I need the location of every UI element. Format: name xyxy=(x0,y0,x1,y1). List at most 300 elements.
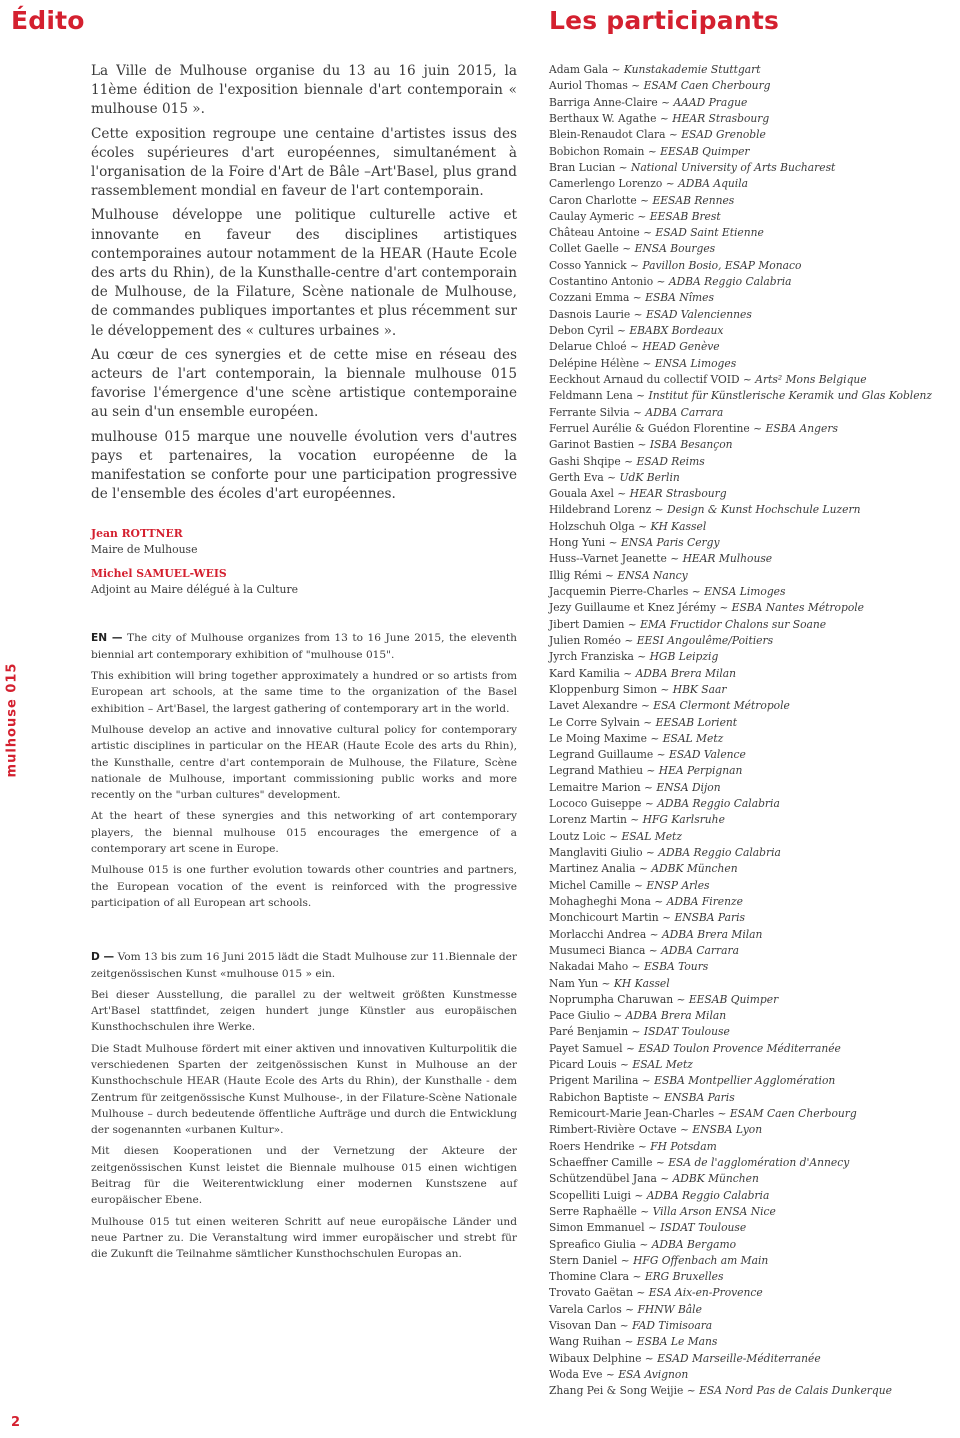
participant-name: Dasnois Laurie xyxy=(549,307,631,321)
participant-name: Delépine Hélène xyxy=(549,356,640,370)
participant-name: Collet Gaelle xyxy=(549,242,619,256)
participant-school: KH Kassel xyxy=(650,519,707,533)
participant-item xyxy=(549,323,954,339)
participant-item xyxy=(549,1302,954,1318)
separator: ~ xyxy=(646,731,663,745)
paragraph: Mit diesen Kooperationen und der Vernetzung der Akteure der zeitgenössischen Kunst leistet die Biennale mulhouse 015 einen wichtigen Beitrag für die Weiterentwicklung einer modernen Kunstszene auf europäischer Ebene. xyxy=(91,1145,517,1207)
separator: ~ xyxy=(714,1107,730,1120)
participant-item xyxy=(549,307,954,323)
participant-item xyxy=(549,715,954,731)
participant-name: Nam Yun xyxy=(549,976,599,990)
separator: ~ xyxy=(621,1335,637,1349)
participant-school: ESA Aix-en-Provence xyxy=(648,1286,763,1300)
participant-school: ESAD Marseille-Méditerranée xyxy=(657,1351,821,1365)
separator: ~ xyxy=(605,829,622,843)
participant-item xyxy=(549,225,954,241)
separator: ~ xyxy=(630,1188,647,1202)
participant-school: ENSP Arles xyxy=(646,878,710,892)
participant-name: Scopelliti Luigi xyxy=(549,1188,631,1202)
participant-item xyxy=(549,1188,954,1204)
separator: ~ xyxy=(619,666,636,680)
participant-item xyxy=(549,127,954,143)
separator: ~ xyxy=(601,568,618,582)
separator: ~ xyxy=(609,1009,626,1023)
separator: ~ xyxy=(683,1384,700,1398)
participant-item xyxy=(549,241,954,257)
separator: ~ xyxy=(598,976,614,990)
participant-item xyxy=(549,894,954,910)
participant-item xyxy=(549,584,954,600)
participant-name: Hildebrand Lorenz xyxy=(549,503,652,517)
participant-school: ESA Clermont Métropole xyxy=(653,699,790,713)
separator: ~ xyxy=(613,487,630,501)
participant-school: ENSA Bourges xyxy=(634,242,716,256)
participant-item xyxy=(549,421,954,437)
separator: ~ xyxy=(637,699,654,713)
participant-name: Julien Roméo xyxy=(549,633,621,647)
participant-name: Pace Giulio xyxy=(549,1009,610,1023)
participant-school: FHNW Bâle xyxy=(637,1302,702,1316)
separator: ~ xyxy=(644,144,661,158)
separator: ~ xyxy=(630,307,646,321)
participant-item xyxy=(549,111,954,127)
participants-column xyxy=(549,62,954,1400)
participant-item xyxy=(549,372,954,388)
participant-item xyxy=(549,829,954,845)
participant-name: Trovato Gaëtan xyxy=(549,1286,633,1300)
participant-name: Payet Samuel xyxy=(549,1041,623,1055)
separator: ~ xyxy=(749,421,766,435)
separator: ~ xyxy=(633,1286,649,1300)
participant-name: Schützendübel Jana xyxy=(549,1172,657,1186)
paragraph: Mulhouse 015 tut einen weiteren Schritt auf neue europäische Länder und neue Partner zu. Die Veranstaltung wird immer europäischer und strebt für die Zukunft die Teilnahme sämtlicher Kunsthochschulen Europas an. xyxy=(91,1215,517,1261)
paragraph: Die Stadt Mulhouse fördert mit einer aktiven und innovativen Kulturpolitik die verschiedenen Sparten der zeitgenössischen Kunst in Mulhouse an der Kunsthochschule HEAR (Haute Ecole des Arts du Rhin), der Kunsthalle - dem Zentrum für zeitgenössische Kunst Mulhouse-, in der Filature-Scène Nationale Mulhouse – durch bedeutende öffentliche Aufträge und durch die Entwicklung der sogenannten «urbanen Kultur». xyxy=(91,1042,517,1137)
separator: ~ xyxy=(656,1172,673,1186)
separator: ~ xyxy=(616,1319,633,1333)
separator: ~ xyxy=(665,128,682,142)
separator: ~ xyxy=(630,878,647,892)
separator: ~ xyxy=(662,177,679,191)
participant-school: ESBA Nîmes xyxy=(645,291,714,305)
separator: ~ xyxy=(715,601,732,615)
participant-school: HEAR Strasbourg xyxy=(672,111,770,125)
separator: ~ xyxy=(739,372,756,386)
paragraph: At the heart of these synergies and this networking of art contemporary players, the biennal mulhouse 015 encourages the emergence of a contemporary art scene in Europe. xyxy=(91,810,517,856)
separator: ~ xyxy=(624,617,641,631)
participant-school: National University of Arts Bucharest xyxy=(631,160,836,174)
separator: ~ xyxy=(621,1302,638,1316)
separator: ~ xyxy=(603,470,620,484)
participant-school: HEAR Strasbourg xyxy=(629,487,727,501)
participant-item xyxy=(549,1220,954,1236)
participant-school: ADBK München xyxy=(651,862,738,876)
separator: ~ xyxy=(635,1237,652,1251)
participant-item xyxy=(549,698,954,714)
participant-name: Legrand Guillaume xyxy=(549,748,654,762)
paragraph: Au cœur de ces synergies et de cette mise en réseau des acteurs de l'art contemporain, la biennale mulhouse 015 favorise l'émergence d'une scène artistique contemporaine au sein d'un ensemble européen. xyxy=(91,346,517,421)
separator: ~ xyxy=(657,95,674,109)
separator: ~ xyxy=(620,633,637,647)
separator: ~ xyxy=(628,1025,644,1039)
participant-school: ADBA Carrara xyxy=(661,943,739,957)
participant-name: Wang Ruihan xyxy=(549,1335,622,1349)
participant-name: Simon Emmanuel xyxy=(549,1221,645,1235)
participant-school: HGB Leipzig xyxy=(649,650,719,664)
participant-item xyxy=(549,731,954,747)
participant-item xyxy=(549,649,954,665)
separator: ~ xyxy=(648,1090,665,1104)
paragraph: This exhibition will bring together approximately a hundred or so artists from European art schools, at the same time to the organization of the Basel exhibition – Art'Basel, the largest gathering of contemporary art in the world. xyxy=(91,670,517,715)
participant-school: Arts² Mons Belgique xyxy=(755,372,867,386)
separator: ~ xyxy=(641,797,658,811)
participant-item xyxy=(549,812,954,828)
participant-item xyxy=(549,796,954,812)
participant-item xyxy=(549,1073,954,1089)
separator: ~ xyxy=(673,992,689,1006)
participant-school: ESAD Valence xyxy=(669,748,746,762)
participant-school: HEAD Genève xyxy=(642,340,720,354)
separator: ~ xyxy=(632,389,649,403)
participant-item xyxy=(549,486,954,502)
edito-column xyxy=(91,62,517,1268)
participant-school: ADBK München xyxy=(672,1172,759,1186)
separator: ~ xyxy=(622,1041,639,1055)
participant-name: Picard Louis xyxy=(549,1058,617,1072)
participant-name: Cosso Yannick xyxy=(549,258,627,272)
participant-item xyxy=(549,1285,954,1301)
participant-name: Manglaviti Giulio xyxy=(549,846,643,859)
participant-item xyxy=(549,959,954,975)
participant-item xyxy=(549,1351,954,1367)
participant-name: Gashi Shqipe xyxy=(549,454,621,468)
participant-name: Musumeci Bianca xyxy=(549,943,646,957)
participant-item xyxy=(549,780,954,796)
participant-name: Rabichon Baptiste xyxy=(549,1090,649,1104)
participant-name: Auriol Thomas xyxy=(549,79,628,93)
participant-item xyxy=(549,878,954,894)
signatory-role: Maire de Mulhouse xyxy=(91,543,198,557)
participant-name: Caulay Aymeric xyxy=(549,209,634,223)
participant-school: ESBA Montpellier Agglomération xyxy=(654,1074,836,1088)
separator: ~ xyxy=(639,226,656,240)
participant-item xyxy=(549,1318,954,1334)
separator: ~ xyxy=(651,503,667,517)
participant-name: Legrand Mathieu xyxy=(549,764,643,778)
english-translation xyxy=(91,630,517,911)
separator: ~ xyxy=(688,585,705,598)
separator: ~ xyxy=(652,1155,669,1169)
participant-name: Martinez Analia xyxy=(549,862,636,876)
separator: ~ xyxy=(653,275,669,289)
separator: ~ xyxy=(642,846,659,859)
participant-item xyxy=(549,258,954,274)
participant-school: ADBA Reggio Calabria xyxy=(657,797,780,811)
participant-school: EESI Angoulême/Poitiers xyxy=(636,633,774,647)
participant-school: ADBA Brera Milan xyxy=(625,1009,727,1023)
participant-name: Wibaux Delphine xyxy=(549,1351,642,1365)
participant-item xyxy=(549,454,954,470)
participant-name: Caron Charlotte xyxy=(549,193,637,207)
participant-school: KH Kassel xyxy=(613,976,670,990)
separator: ~ xyxy=(605,536,621,550)
participant-school: Design & Kunst Hochschule Luzern xyxy=(667,503,861,517)
paragraph: Mulhouse develop an active and innovative cultural policy for contemporary artistic disciplines in particular on the HEAR (Haute Ecole des arts du Rhin), the Kunsthalle, centre d'art contemporain de Mulhouse, the Filature, Scène nationale de Mulhouse, important commissioning public works and more recently on the "urban cultures" development. xyxy=(91,723,517,802)
paragraph: D — Vom 13 bis zum 16 Juni 2015 lädt die Stadt Mulhouse zur 11.Biennale der zeitgenössischen Kunst «mulhouse 015 » ein. xyxy=(91,951,517,980)
separator: ~ xyxy=(602,1368,619,1381)
participant-item xyxy=(549,209,954,225)
participant-item xyxy=(549,1334,954,1350)
separator: ~ xyxy=(613,324,630,337)
participant-name: Bran Lucian xyxy=(549,160,616,174)
participant-name: Serre Raphaëlle xyxy=(549,1204,637,1218)
participant-school: ISDAT Toulouse xyxy=(643,1025,730,1039)
participant-school: ISDAT Toulouse xyxy=(660,1221,747,1235)
participant-name: Morlacchi Andrea xyxy=(549,927,647,941)
participant-item xyxy=(549,551,954,567)
participant-name: Remicourt-Marie Jean-Charles xyxy=(549,1107,715,1120)
participant-name: Thomine Clara xyxy=(549,1270,630,1284)
participant-school: ENSA Dijon xyxy=(656,780,721,794)
participant-name: Blein-Renaudot Clara xyxy=(549,128,666,142)
participant-school: ENSBA Paris xyxy=(674,911,745,925)
participant-school: ESAL Metz xyxy=(621,829,682,843)
participant-name: Jibert Damien xyxy=(549,617,625,631)
participant-name: Delarue Chloé xyxy=(549,340,627,354)
participant-school: EESAB Lorient xyxy=(655,715,738,729)
participant-item xyxy=(549,1367,954,1383)
participant-name: Barriga Anne-Claire xyxy=(549,95,658,109)
participant-school: HFG Offenbach am Main xyxy=(633,1253,769,1267)
participant-school: ENSA Paris Cergy xyxy=(620,536,720,550)
participant-item xyxy=(549,1171,954,1187)
participant-school: ESA Nord Pas de Calais Dunkerque xyxy=(699,1384,892,1398)
paragraph: mulhouse 015 marque une nouvelle évolution vers d'autres pays et partenaires, la vocation européenne de la manifestation se conforte pour une participation progressive de l'ensemble des écoles d'art européennes. xyxy=(91,428,517,503)
participant-item xyxy=(549,1106,954,1122)
participant-item xyxy=(549,1253,954,1269)
participant-school: ENSA Nancy xyxy=(617,568,688,582)
participant-school: ESBA Tours xyxy=(643,960,709,974)
participant-name: Ferruel Aurélie & Guédon Florentine xyxy=(549,421,750,435)
separator: ~ xyxy=(626,258,643,272)
separator: ~ xyxy=(656,111,673,125)
participant-name: Berthaux W. Agathe xyxy=(549,111,657,125)
participant-name: Paré Benjamin xyxy=(549,1025,629,1039)
participant-name: Eeckhout Arnaud du collectif VOID xyxy=(549,372,740,386)
participant-school: ADBA Carrara xyxy=(645,405,724,419)
participant-name: Kloppenburg Simon xyxy=(549,682,657,696)
participant-item xyxy=(549,861,954,877)
participant-item xyxy=(549,144,954,160)
participant-school: ESAD Toulon Provence Méditerranée xyxy=(638,1041,841,1055)
separator: ~ xyxy=(629,405,646,419)
separator: ~ xyxy=(618,242,635,256)
participant-name: Zhang Pei & Song Weijie xyxy=(549,1384,684,1398)
participant-name: Lorenz Martin xyxy=(549,813,627,827)
separator: ~ xyxy=(638,1074,655,1088)
participant-school: ESAD Saint Etienne xyxy=(655,226,764,240)
participant-school: ERG Bruxelles xyxy=(644,1270,724,1284)
participant-school: Villa Arson ENSA Nice xyxy=(652,1204,776,1218)
participant-item xyxy=(549,666,954,682)
participant-item xyxy=(549,682,954,698)
participant-school: UdK Berlin xyxy=(619,470,680,484)
participant-school: ADBA Brera Milan xyxy=(661,927,763,941)
participant-name: Cozzani Emma xyxy=(549,291,630,305)
separator: ~ xyxy=(658,911,675,925)
participant-name: Lococo Guiseppe xyxy=(549,797,642,811)
german-translation xyxy=(91,949,517,1262)
participant-item xyxy=(549,1008,954,1024)
participant-name: Camerlengo Lorenzo xyxy=(549,177,663,191)
participant-item xyxy=(549,95,954,111)
participant-item xyxy=(549,176,954,192)
participant-name: Stern Daniel xyxy=(549,1253,618,1267)
participant-school: ENSBA Paris xyxy=(664,1090,735,1104)
participant-name: Michel Camille xyxy=(549,878,631,892)
participant-school: ESBA Angers xyxy=(765,421,838,435)
signatory-name: Jean ROTTNER xyxy=(91,527,183,541)
separator: ~ xyxy=(639,356,655,370)
participant-item xyxy=(549,845,954,861)
participant-item xyxy=(549,78,954,94)
participant-item xyxy=(549,976,954,992)
separator: ~ xyxy=(633,209,650,223)
participant-school: ESAD Grenoble xyxy=(681,128,766,142)
participant-item xyxy=(549,470,954,486)
participant-school: EESAB Quimper xyxy=(660,144,750,158)
separator: ~ xyxy=(635,862,652,876)
participant-school: ADBA Brera Milan xyxy=(635,666,737,680)
participant-item xyxy=(549,1041,954,1057)
participant-item xyxy=(549,992,954,1008)
participants-title: Les participants xyxy=(549,6,780,35)
participant-item xyxy=(549,747,954,763)
participant-name: Gerth Eva xyxy=(549,470,604,484)
participant-school: FAD Timisoara xyxy=(632,1319,713,1333)
participant-school: ESAL Metz xyxy=(632,1058,693,1072)
paragraph: La Ville de Mulhouse organise du 13 au 16 juin 2015, la 11ème édition de l'exposition biennale d'art contemporain « mulhouse 015 ». xyxy=(91,63,517,118)
participant-name: Château Antoine xyxy=(549,226,640,240)
separator: ~ xyxy=(646,927,662,941)
participant-name: Woda Eve xyxy=(549,1368,603,1381)
participant-school: ADBA Firenze xyxy=(666,894,743,908)
participant-item xyxy=(549,927,954,943)
participant-item xyxy=(549,519,954,535)
signatory-role: Adjoint au Maire délégué à la Culture xyxy=(91,583,299,597)
participant-name: Noprumpha Charuwan xyxy=(549,992,674,1006)
participant-school: ENSA Limoges xyxy=(654,356,737,370)
participant-item xyxy=(549,356,954,372)
participant-name: Rimbert-Rivière Octave xyxy=(549,1123,677,1137)
separator: ~ xyxy=(641,1351,658,1365)
separator: ~ xyxy=(634,438,650,452)
participant-name: Roers Hendrike xyxy=(549,1139,635,1153)
participant-name: Loutz Loic xyxy=(549,829,606,843)
participant-item xyxy=(549,1204,954,1220)
participant-school: ESAD Valenciennes xyxy=(646,307,752,321)
participant-item xyxy=(549,1122,954,1138)
participant-school: ESAD Reims xyxy=(636,454,705,468)
participants-list xyxy=(549,62,954,1400)
participant-name: Kard Kamilia xyxy=(549,666,620,680)
separator: ~ xyxy=(640,780,657,794)
participant-school: ESBA Nantes Métropole xyxy=(731,601,864,615)
participant-name: Adam Gala xyxy=(549,63,609,76)
participant-school: ADBA Aquila xyxy=(678,177,749,191)
separator: ~ xyxy=(644,1221,661,1235)
participant-name: Le Moing Maxime xyxy=(549,731,647,745)
participant-school: ADBA Reggio Calabria xyxy=(646,1188,770,1202)
participant-item xyxy=(549,600,954,616)
edito-french-text xyxy=(91,62,517,504)
separator: ~ xyxy=(634,1139,651,1153)
signatures xyxy=(91,526,517,598)
participant-school: ESA de l'agglomération d'Annecy xyxy=(668,1155,850,1169)
participant-name: Jacquemin Pierre-Charles xyxy=(549,585,689,598)
participant-item xyxy=(549,1139,954,1155)
participant-school: ADBA Bergamo xyxy=(651,1237,737,1251)
participant-item xyxy=(549,535,954,551)
participant-school: EESAB Brest xyxy=(649,209,721,223)
separator: ~ xyxy=(628,960,644,974)
participant-name: Lemaitre Marion xyxy=(549,780,641,794)
participant-school: FH Potsdam xyxy=(650,1139,717,1153)
participant-name: Feldmann Lena xyxy=(549,389,633,403)
participant-school: HEA Perpignan xyxy=(658,764,743,778)
separator: ~ xyxy=(629,1270,645,1284)
participant-item xyxy=(549,274,954,290)
language-code: D — xyxy=(91,951,115,964)
participant-school: ESA Avignon xyxy=(618,1368,689,1381)
participant-item xyxy=(549,502,954,518)
participant-item xyxy=(549,193,954,209)
separator: ~ xyxy=(653,748,670,762)
participant-name: Monchicourt Martin xyxy=(549,911,659,925)
participant-school: EMA Fructidor Chalons sur Soane xyxy=(640,617,827,631)
separator: ~ xyxy=(617,1253,634,1267)
participant-item xyxy=(549,943,954,959)
separator: ~ xyxy=(626,813,643,827)
participant-item xyxy=(549,62,954,78)
paragraph: Mulhouse 015 is one further evolution towards other countries and partners, the European vocation of the event is reinforced with the progressive participation of all European art schools. xyxy=(91,864,517,909)
separator: ~ xyxy=(620,454,637,468)
participant-school: AAAD Prague xyxy=(673,95,748,109)
participant-school: HBK Saar xyxy=(672,682,727,696)
edito-title: Édito xyxy=(11,6,85,35)
separator: ~ xyxy=(639,715,656,729)
separator: ~ xyxy=(615,160,632,174)
participant-item xyxy=(549,1057,954,1073)
participant-name: Lavet Alexandre xyxy=(549,699,638,713)
page-number: 2 xyxy=(11,1415,21,1430)
participant-name: Hong Yuni xyxy=(549,536,606,550)
separator: ~ xyxy=(629,291,646,305)
participant-name: Le Corre Sylvain xyxy=(549,715,640,729)
participant-school: ENSBA Lyon xyxy=(692,1123,763,1137)
participant-name: Holzschuh Olga xyxy=(549,519,635,533)
paragraph: EN — The city of Mulhouse organizes from 13 to 16 June 2015, the eleventh biennial art contemporary exhibition of "mulhouse 015". xyxy=(91,632,517,661)
participant-name: Costantino Antonio xyxy=(549,275,654,289)
participant-name: Schaeffner Camille xyxy=(549,1155,653,1169)
participant-name: Prigent Marilina xyxy=(549,1074,639,1088)
participant-name: Varela Carlos xyxy=(549,1302,622,1316)
participant-item xyxy=(549,633,954,649)
participant-item xyxy=(549,405,954,421)
participant-item xyxy=(549,290,954,306)
participant-item xyxy=(549,763,954,779)
participant-school: ISBA Besançon xyxy=(649,438,733,452)
participant-item xyxy=(549,1383,954,1399)
